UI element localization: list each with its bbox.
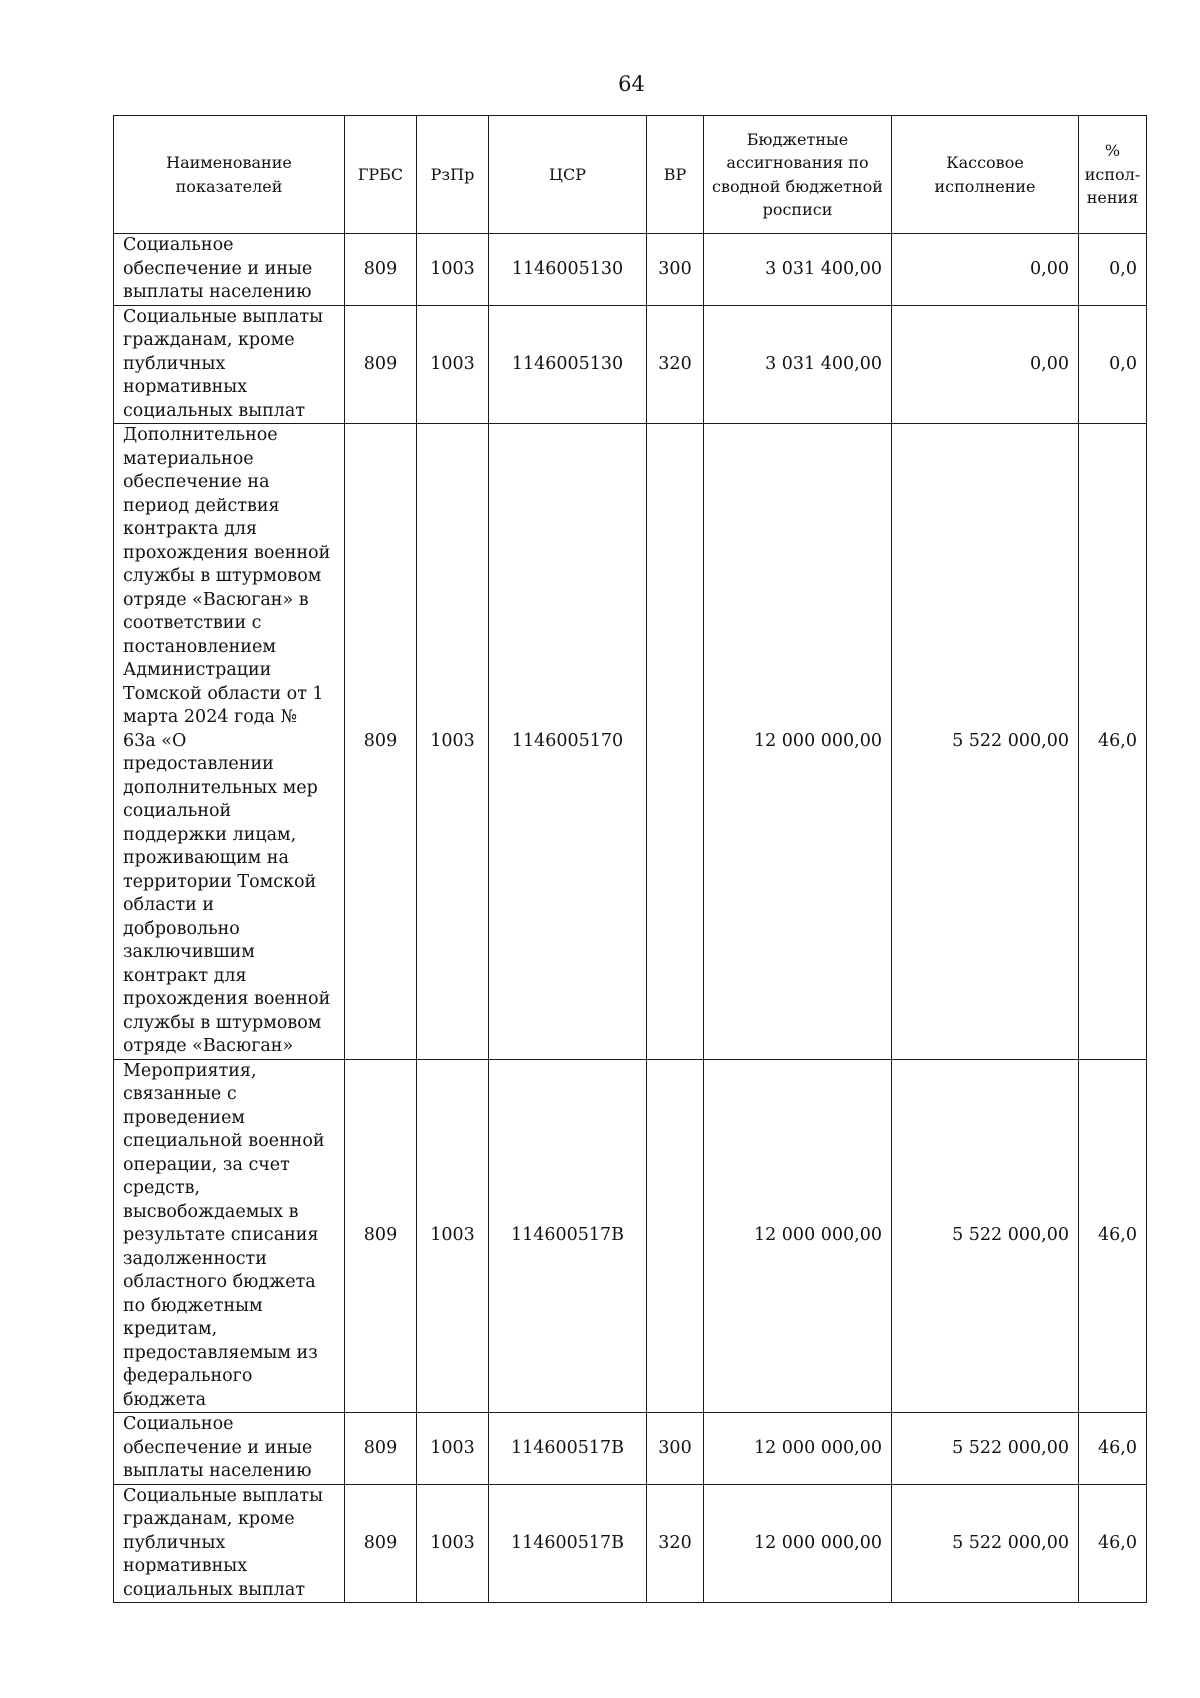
cell-csr: 114600517В	[489, 1059, 647, 1413]
table-row	[114, 305, 1147, 424]
column-header-csr: ЦСР	[489, 116, 647, 234]
cell-assigned: 12 000 000,00	[704, 1413, 892, 1485]
cell-executed: 5 522 000,00	[892, 1413, 1079, 1485]
column-header-vr: ВР	[647, 116, 704, 234]
page-number: 64	[618, 72, 645, 96]
cell-executed: 0,00	[892, 305, 1079, 424]
column-header-assigned: Бюджетные ассигнования по сводной бюджетной росписи	[704, 116, 892, 234]
column-header-executed: Кассовое исполнение	[892, 116, 1079, 234]
column-header-rzpr: РзПр	[417, 116, 489, 234]
table-row	[114, 1059, 1147, 1413]
table-row	[114, 424, 1147, 1060]
cell-csr: 1146005130	[489, 234, 647, 306]
cell-vr	[647, 1059, 704, 1413]
cell-vr	[647, 424, 704, 1060]
table-row	[114, 1413, 1147, 1485]
budget-execution-table	[113, 115, 1147, 1603]
table-row	[114, 1484, 1147, 1603]
table-header-row	[114, 116, 1147, 234]
cell-vr: 300	[647, 234, 704, 306]
cell-grbs: 809	[345, 1059, 417, 1413]
cell-name: Социальные выплаты гражданам, кроме публичных нормативных социальных выплат	[114, 305, 345, 424]
cell-assigned: 12 000 000,00	[704, 424, 892, 1060]
cell-csr: 1146005170	[489, 424, 647, 1060]
cell-executed: 0,00	[892, 234, 1079, 306]
cell-name: Дополнительное материальное обеспечение на период действия контракта для прохождения военной службы в штурмовом отряде «Васюган» в соответствии с постановлением Администрации Томской области от 1 марта 2024 года № 63а «О предоставлении дополнительных мер социальной поддержки лицам, проживающим на территории Томской области и добровольно заключившим контракт для прохождения военной службы в штурмовом отряде «Васюган»	[114, 424, 345, 1060]
cell-vr: 320	[647, 1484, 704, 1603]
cell-csr: 1146005130	[489, 305, 647, 424]
cell-rzpr: 1003	[417, 424, 489, 1060]
cell-csr: 114600517В	[489, 1413, 647, 1485]
cell-rzpr: 1003	[417, 234, 489, 306]
cell-vr: 320	[647, 305, 704, 424]
cell-percent: 46,0	[1079, 1413, 1147, 1485]
cell-percent: 0,0	[1079, 234, 1147, 306]
cell-executed: 5 522 000,00	[892, 1059, 1079, 1413]
column-header-name: Наименование показателей	[114, 116, 345, 234]
cell-rzpr: 1003	[417, 1059, 489, 1413]
cell-assigned: 3 031 400,00	[704, 305, 892, 424]
cell-name: Социальное обеспечение и иные выплаты населению	[114, 1413, 345, 1485]
cell-grbs: 809	[345, 234, 417, 306]
cell-name: Мероприятия, связанные с проведением специальной военной операции, за счет средств, высвобождаемых в результате списания задолженности областного бюджета по бюджетным кредитам, предоставляемым из федерального бюджета	[114, 1059, 345, 1413]
cell-rzpr: 1003	[417, 1413, 489, 1485]
cell-name: Социальное обеспечение и иные выплаты населению	[114, 234, 345, 306]
cell-vr: 300	[647, 1413, 704, 1485]
cell-name: Социальные выплаты гражданам, кроме публичных нормативных социальных выплат	[114, 1484, 345, 1603]
table-row	[114, 234, 1147, 306]
cell-grbs: 809	[345, 1413, 417, 1485]
cell-assigned: 3 031 400,00	[704, 234, 892, 306]
cell-percent: 0,0	[1079, 305, 1147, 424]
cell-grbs: 809	[345, 1484, 417, 1603]
cell-assigned: 12 000 000,00	[704, 1484, 892, 1603]
cell-percent: 46,0	[1079, 424, 1147, 1060]
cell-assigned: 12 000 000,00	[704, 1059, 892, 1413]
cell-csr: 114600517В	[489, 1484, 647, 1603]
cell-grbs: 809	[345, 305, 417, 424]
cell-percent: 46,0	[1079, 1484, 1147, 1603]
column-header-grbs: ГРБС	[345, 116, 417, 234]
cell-executed: 5 522 000,00	[892, 424, 1079, 1060]
cell-executed: 5 522 000,00	[892, 1484, 1079, 1603]
cell-rzpr: 1003	[417, 305, 489, 424]
cell-grbs: 809	[345, 424, 417, 1060]
column-header-percent: % испол-нения	[1079, 116, 1147, 234]
cell-rzpr: 1003	[417, 1484, 489, 1603]
cell-percent: 46,0	[1079, 1059, 1147, 1413]
